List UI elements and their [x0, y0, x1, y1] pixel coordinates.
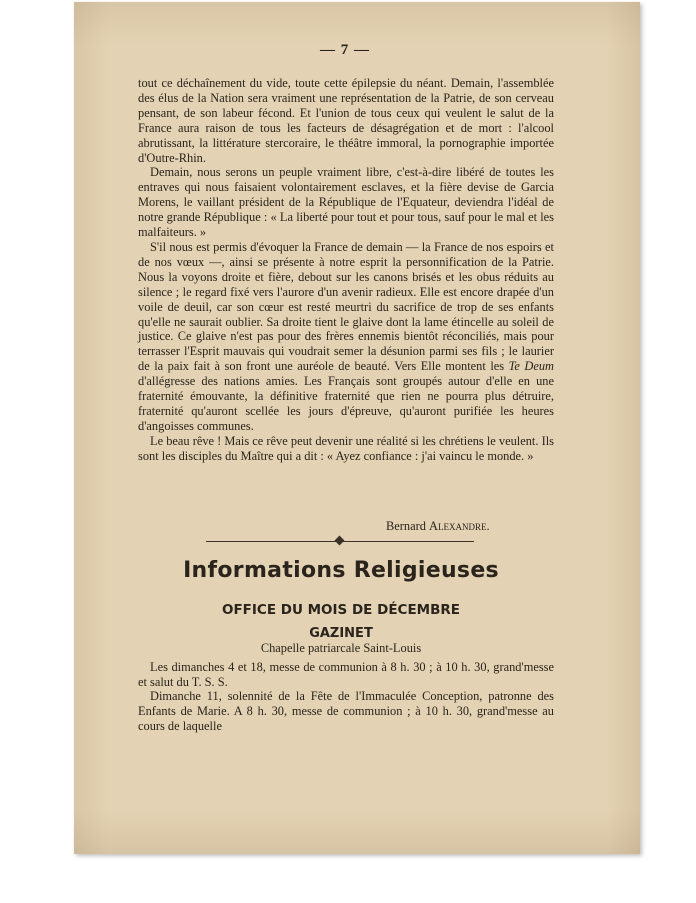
article-paragraph: Demain, nous serons un peuple vraiment libre, c'est-à-dire libéré de toutes les entraves qui nous faisaient volontairement esclaves, et la fière devise de Garcia Morens, le vaillant président de la République de l'Equateur, deviendra l'idéal de notre grande République : « La liberté pour tout et pour tous, sauf pour le mal et les malfaiteurs. » — [138, 165, 554, 240]
te-deum-italic: Te Deum — [508, 359, 554, 374]
author-signature — [386, 519, 490, 534]
article-paragraph — [138, 240, 554, 434]
author-first-name: Bernard — [386, 519, 426, 533]
article-paragraph: tout ce déchaînement du vide, toute cette épilepsie du néant. Demain, l'assemblée des élus de la Nation sera vraiment une représentation de la Patrie, de son cerveau pensant, de son labeur fécond. Et l'union de tous ceux qui veulent le salut de la France aura raison de tous les facteurs de désagrégation et de mort : l'alcool abrutissant, la littérature stercoraire, le théâtre immoral, la pornographie importée d'Outre-Rhin. — [138, 76, 554, 165]
office-body — [138, 660, 554, 734]
page-number: — 7 — — [320, 42, 370, 58]
section-title: Informations Religieuses — [183, 558, 499, 583]
chapel-name: Chapelle patriarcale Saint-Louis — [260, 641, 422, 655]
office-heading: OFFICE DU MOIS DE DÉCEMBRE — [221, 602, 461, 618]
article-paragraph: Le beau rêve ! Mais ce rêve peut devenir une réalité si les chrétiens le veulent. Ils sont les disciples du Maître qui a dit : « Ayez confiance : j'ai vaincu le monde. » — [138, 433, 554, 463]
place-heading: GAZINET — [309, 626, 373, 641]
article-body — [138, 76, 554, 464]
office-paragraph: Les dimanches 4 et 18, messe de communion à 8 h. 30 ; à 10 h. 30, grand'messe et salut du T. S. S. — [138, 660, 554, 689]
office-paragraph: Dimanche 11, solennité de la Fête de l'Immaculée Conception, patronne des Enfants de Marie. A 8 h. 30, messe de communion ; à 10 h. 30, grand'messe au cours de laquelle — [138, 689, 554, 733]
article-paragraph-text: S'il nous est permis d'évoquer la France de demain — la France de nos espoirs et de nos vœux —, ainsi se présente à notre esprit la personnification de la Patrie. Nous la voyons droite et fière, debout sur les canons brisés et les obus réduits au silence ; le regard fixé vers l'aurore d'un avenir radieux. Elle est encore drapée d'un voile de deuil, car son cœur est resté meurtri du sacrifice de trop de ses enfants qu'elle ne saurait oublier. Sa droite tient le glaive dont la lame étincelle au soleil de justice. Ce glaive n'est pas pour des frères ennemis bientôt réconciliés, mais pour terrasser l'Esprit mauvais qui voudrait semer la désunion parmi ses fils ; le laurier de la paix fait à son front une auréole de beauté. Vers Elle montent les — [138, 239, 554, 374]
article-paragraph-text-end: d'allégresse des nations amies. Les Français sont groupés autour d'elle en une fraternité émouvante, la définitive fraternité que rien ne pourra plus détruire, fraternité qu'auront scellée les jours d'épreuve, qu'auront purifiée les heures d'angoisses communes. — [138, 374, 554, 433]
author-last-name: Alexandre. — [429, 519, 490, 533]
